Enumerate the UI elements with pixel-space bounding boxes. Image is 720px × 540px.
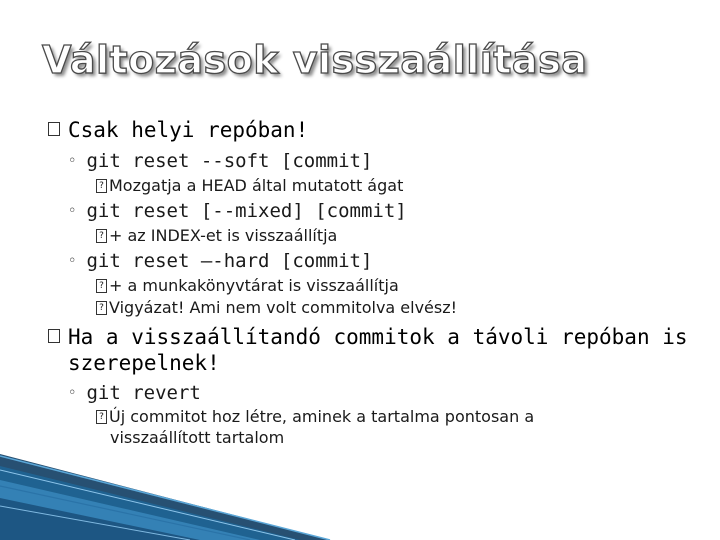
sub-bullet-hard-text: git reset –-hard [commit] [86,250,373,272]
note-hard-1-text: + a munkakönyvtárat is visszaállítja [109,276,399,295]
sub-bullet-revert [68,382,201,404]
bullet-2-text-line1: Ha a visszaállítandó commitok a távoli repóban is [68,325,688,349]
note-hard-2-text: Vigyázat! Ami nem volt commitolva elvész! [109,298,458,317]
bullet-2 [48,325,688,349]
note-revert-line2 [110,428,284,447]
missing-glyph-icon: ? [96,229,107,243]
note-soft-text: Mozgatja a HEAD által mutatott ágat [109,176,404,195]
circle-bullet-icon: ◦ [68,153,77,169]
missing-glyph-icon: ? [96,301,107,315]
sub-bullet-revert-text: git revert [86,382,201,404]
missing-glyph-icon: ? [96,410,107,424]
slide-title: Változások visszaállítása [42,38,588,82]
sub-bullet-soft [68,150,372,172]
bullet-2-line2 [68,351,220,375]
bullet-1-text: Csak helyi repóban! [68,118,309,142]
missing-glyph-icon: ? [96,279,107,293]
sub-bullet-soft-text: git reset --soft [commit] [86,150,373,172]
note-mixed-text: + az INDEX-et is visszaállítja [109,226,338,245]
note-revert-text-line2: visszaállított tartalom [110,428,285,447]
note-revert-line1 [96,407,534,426]
bullet-1 [48,118,308,142]
sub-bullet-hard [68,250,372,272]
corner-decoration [0,450,340,540]
note-soft [96,176,403,195]
sub-bullet-mixed [68,200,407,222]
sub-bullet-mixed-text: git reset [--mixed] [commit] [86,200,407,222]
bullet-2-text-line2: szerepelnek! [68,351,220,375]
missing-glyph-icon: ? [96,179,107,193]
note-hard-1 [96,276,399,295]
circle-bullet-icon: ◦ [68,253,77,269]
square-bullet-icon [48,329,60,343]
note-revert-text-line1: Új commitot hoz létre, aminek a tartalma pontosan a [109,407,535,426]
note-mixed [96,226,337,245]
note-hard-2 [96,298,457,317]
square-bullet-icon [48,122,60,136]
circle-bullet-icon: ◦ [68,203,77,219]
circle-bullet-icon: ◦ [68,385,77,401]
